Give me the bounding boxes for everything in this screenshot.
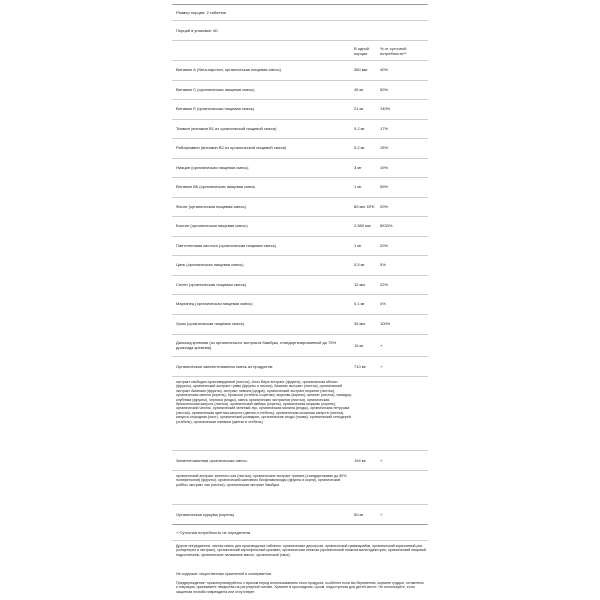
divider: [172, 138, 428, 139]
divider: [172, 4, 428, 5]
nutrient-name: Тиамин (витамин B1 из органической пищевой смеси): [176, 125, 277, 131]
nutrient-name: Цинк (органическая пищевая смесь): [176, 262, 244, 267]
divider: [172, 255, 428, 256]
footnote: + Суточная потребность не определена: [176, 530, 251, 535]
divider: [172, 376, 428, 377]
divider: [172, 99, 428, 100]
nutrient-dv: 22%: [380, 281, 389, 287]
nutrient-dv: 15%: [380, 145, 389, 150]
nutrient-dv: 20%: [380, 203, 389, 209]
nutrient-dv: 19%: [380, 164, 389, 170]
turmeric-dv: +: [380, 512, 383, 517]
nutrient-name: Селен (органическая пищевая смесь): [176, 281, 247, 287]
nutrient-name: Фолат (органическая пищевая смесь): [176, 203, 246, 209]
not-contains: Не содержит: искусственных красителей и консервантов.: [176, 572, 272, 576]
nutrient-amount: 45 мг: [354, 86, 364, 92]
divider: [172, 60, 428, 61]
nutrient-name: Рибофлавин (витамин B2 из органической пищевой смеси): [176, 145, 287, 150]
supplement-facts-table: [172, 0, 428, 600]
nutrient-name: Хром (органическая пищевая смесь): [176, 320, 245, 326]
nutrient-dv: 4%: [380, 301, 386, 306]
nutrient-dv: 8533%: [380, 223, 393, 228]
nutrient-name: Ниацин (органическая пищевая смесь): [176, 164, 249, 170]
nutrient-amount: 0,1 мг: [354, 301, 365, 306]
nutrient-dv: 20%: [380, 242, 389, 248]
nutrient-amount: 0,2 мг: [354, 145, 365, 150]
divider: [172, 294, 428, 295]
divider: [172, 40, 428, 41]
divider: [172, 177, 428, 178]
nutrient-name: Витамин Е (органическая пищевая смесь): [176, 106, 255, 111]
nutrient-dv: 100%: [380, 320, 391, 326]
nutrient-dv: 140%: [380, 106, 391, 111]
blend2-amount: 194 мг: [354, 458, 366, 463]
nutrient-dv: 17%: [380, 125, 389, 131]
nutrient-amount: 1 мг: [354, 184, 362, 189]
nutrient-amount: 21 мг: [354, 106, 364, 111]
nutrient-amount: 2,580 мкг: [354, 223, 372, 228]
blend2-dv: +: [380, 458, 383, 463]
divider: [172, 197, 428, 198]
nutrient-name: Витамин А (бета-каротин, органическая пищевая смесь): [176, 67, 281, 72]
silicon-name: Диоксид кремния (из органического экстракта бамбука, стандартизированный до 75% диоксида кремния): [176, 340, 337, 350]
nutrient-dv: 5%: [380, 262, 386, 267]
turmeric-amount: 50 мг: [354, 512, 364, 517]
divider: [172, 216, 428, 217]
divider: [172, 119, 428, 120]
serving-size: Размер порции: 2 таблетки: [176, 10, 227, 15]
divider: [172, 524, 428, 525]
column-header-per-serving: В одной порции: [354, 46, 369, 56]
nutrient-amount: 0,2 мг: [354, 125, 365, 131]
nutrient-dv: 59%: [380, 184, 389, 189]
other-ingredients: Другие ингредиенты: чистая смесь для производства таблеток: органические декстроза, органический гуммиарабик, органический коричневый рис (концентрат и экстракт), органический картофельный крахмал, органическая глюкоза (органический глюкоза мальтодекстрин, органический пищевой подсолнечник, органические пальмовое масло, органический (хвоя): [176, 544, 426, 557]
warning: Предупреждение: проконсультируйтесь с врачом перед использованием этого продукта, особенно если вы беременны, кормите грудью, готовитесь к операции, принимаете лекарства на регулярной основе. Храните в прохладном, сухом, недоступном для детей месте. Не используйте, если защитная пломба повреждена или отсутствует.: [176, 581, 424, 594]
blend1-description: экстракт свободно-культивируемой (листья), Алоэ Вера экстракт (фрукты), органическая яблоко (фрукты), органический экстракт гуавы (фрукты и листья), базилик экстракт (листья), органический экстракт Амалаки (фрукты), экстракт лимона (цедра), органический экстракт моринги (листья), органическая свекла (корень), брокколи (стебель и цветки), морковь (корень), шпинат (листья), помидор, клубника (фрукты), черника (ягоды), смесь органических экстрактов (листья), органическая брюссельская капуста (листья), органический имбирь (корень), органическая морковь (корень), органический чеснок, органический зеленый лук, органическая малина (ягоды), органическая петрушка (листья), органическая цветная капуста (цветки и стебель), органическая кочанная капуста (листья), капуста огородная (лист), органический розмарин, органические ягоды (тыква), органический сельдерей (стебель), органическая ежевика (цветки и стебель): [176, 380, 352, 424]
turmeric-name: Органическая куркума (корень): [176, 512, 235, 517]
nutrient-name: Пантотеновая кислота (органическая пищевая смесь): [176, 242, 277, 248]
nutrient-amount: 1 мг: [354, 242, 362, 248]
divider: [172, 314, 428, 315]
blend1-name: Органическая запатентованная смесь из продуктов:: [176, 364, 274, 369]
servings-per-container: Порций в упаковке: 60: [176, 28, 218, 33]
blend2-name: Запатентованная органическая смесь:: [176, 458, 248, 463]
nutrient-amount: 80 мкг DFE: [354, 203, 375, 209]
blend2-description: органический экстракт зеленого чая (листья), органические экстракт граната (стандартизован до 50% полифенолов) (фрукты), органический шиповник биофлавоноиды (фрукты и корни), органический ройбос экстракт чая (листья), органическая экстракт бамбука: [176, 474, 347, 487]
divider: [172, 80, 428, 81]
divider: [172, 236, 428, 237]
divider: [172, 470, 428, 471]
divider: [172, 540, 428, 541]
divider: [172, 504, 428, 505]
nutrient-dv: 40%: [380, 67, 389, 72]
divider: [172, 20, 428, 21]
nutrient-name: Марганец (органическая пищевая смесь): [176, 301, 253, 306]
nutrient-amount: 12 мкг: [354, 281, 366, 287]
nutrient-name: Витамин С (органическая пищевая смесь): [176, 86, 255, 92]
nutrient-amount: 0,5 мг: [354, 262, 365, 267]
divider: [172, 450, 428, 451]
divider: [172, 275, 428, 276]
divider: [172, 334, 428, 335]
nutrient-amount: 35 мкг: [354, 320, 366, 326]
nutrient-amount: 3 мг: [354, 164, 362, 170]
blend1-amount: 710 мг: [354, 364, 366, 369]
blend1-dv: +: [380, 364, 383, 369]
nutrient-name: Биотин (органическая пищевая смесь): [176, 223, 248, 228]
silicon-dv: +: [380, 343, 383, 348]
nutrient-dv: 50%: [380, 86, 389, 92]
nutrient-name: Витамин B6 (органическая пищевая смесь: [176, 184, 256, 189]
divider: [172, 158, 428, 159]
column-header-daily-value: % от суточной потребности**: [380, 46, 407, 56]
silicon-amount: 15 мг: [354, 343, 364, 348]
divider: [172, 356, 428, 357]
nutrient-amount: 360 мкг: [354, 67, 368, 72]
